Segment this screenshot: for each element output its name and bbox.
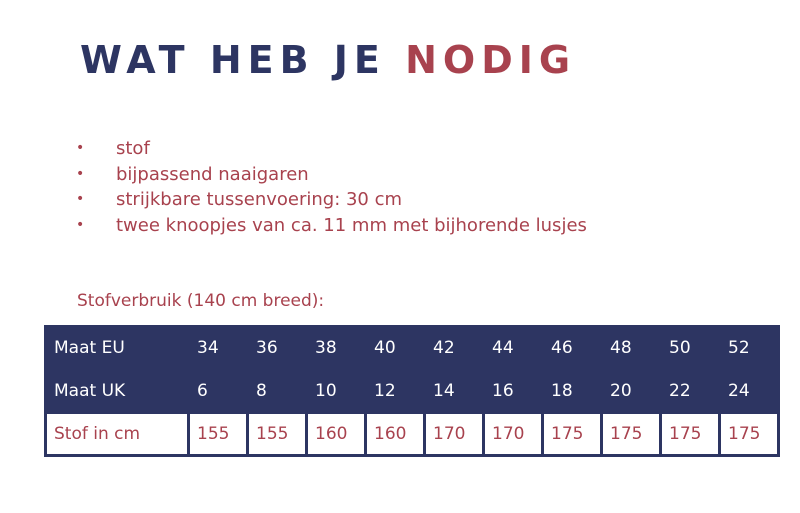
table-cell: 18	[544, 371, 600, 411]
row-header-fabric: Stof in cm	[47, 414, 187, 454]
table-cell: 20	[603, 371, 659, 411]
table-cell: 22	[662, 371, 718, 411]
size-table	[44, 325, 780, 457]
table-cell: 40	[367, 328, 423, 368]
table-cell: 175	[603, 414, 659, 454]
fabric-usage-label: Stofverbruik (140 cm breed):	[77, 291, 325, 311]
table-cell: 24	[721, 371, 777, 411]
materials-list	[76, 136, 587, 238]
table-cell: 160	[308, 414, 364, 454]
table-cell: 36	[249, 328, 305, 368]
table-cell: 170	[485, 414, 541, 454]
row-header-uk: Maat UK	[47, 371, 187, 411]
table-cell: 52	[721, 328, 777, 368]
table-cell: 44	[485, 328, 541, 368]
list-item	[76, 136, 587, 162]
table-cell: 42	[426, 328, 482, 368]
table-cell: 38	[308, 328, 364, 368]
table-row-uk	[47, 371, 777, 411]
table-cell: 8	[249, 371, 305, 411]
table-cell: 6	[190, 371, 246, 411]
table-cell: 48	[603, 328, 659, 368]
table-cell: 14	[426, 371, 482, 411]
table-cell: 175	[544, 414, 600, 454]
table-cell: 175	[721, 414, 777, 454]
table-cell: 175	[662, 414, 718, 454]
page-title	[80, 36, 576, 84]
list-item-text: bijpassend naaigaren	[116, 163, 309, 185]
table-cell: 155	[249, 414, 305, 454]
row-header-eu: Maat EU	[47, 328, 187, 368]
table-cell: 155	[190, 414, 246, 454]
list-item-text: stof	[116, 138, 150, 159]
table-row-eu	[47, 328, 777, 368]
list-item	[76, 213, 587, 239]
title-part-red: NODIG	[405, 38, 577, 82]
table-cell: 16	[485, 371, 541, 411]
list-item	[76, 162, 587, 188]
table-cell: 170	[426, 414, 482, 454]
title-part-navy: WAT HEB JE	[80, 38, 386, 82]
list-item	[76, 187, 587, 213]
table-cell: 160	[367, 414, 423, 454]
list-item-text: twee knoopjes van ca. 11 mm met bijhorende lusjes	[116, 214, 587, 236]
bullet-icon: •	[76, 140, 85, 156]
bullet-icon: •	[76, 165, 85, 182]
table-cell: 12	[367, 371, 423, 411]
table-cell: 34	[190, 328, 246, 368]
bullet-icon: •	[76, 191, 85, 207]
table-cell: 50	[662, 328, 718, 368]
table-cell: 46	[544, 328, 600, 368]
bullet-icon: •	[76, 216, 85, 233]
table-cell: 10	[308, 371, 364, 411]
list-item-text: strijkbare tussenvoering: 30 cm	[116, 189, 403, 210]
table-row-fabric	[47, 414, 777, 454]
